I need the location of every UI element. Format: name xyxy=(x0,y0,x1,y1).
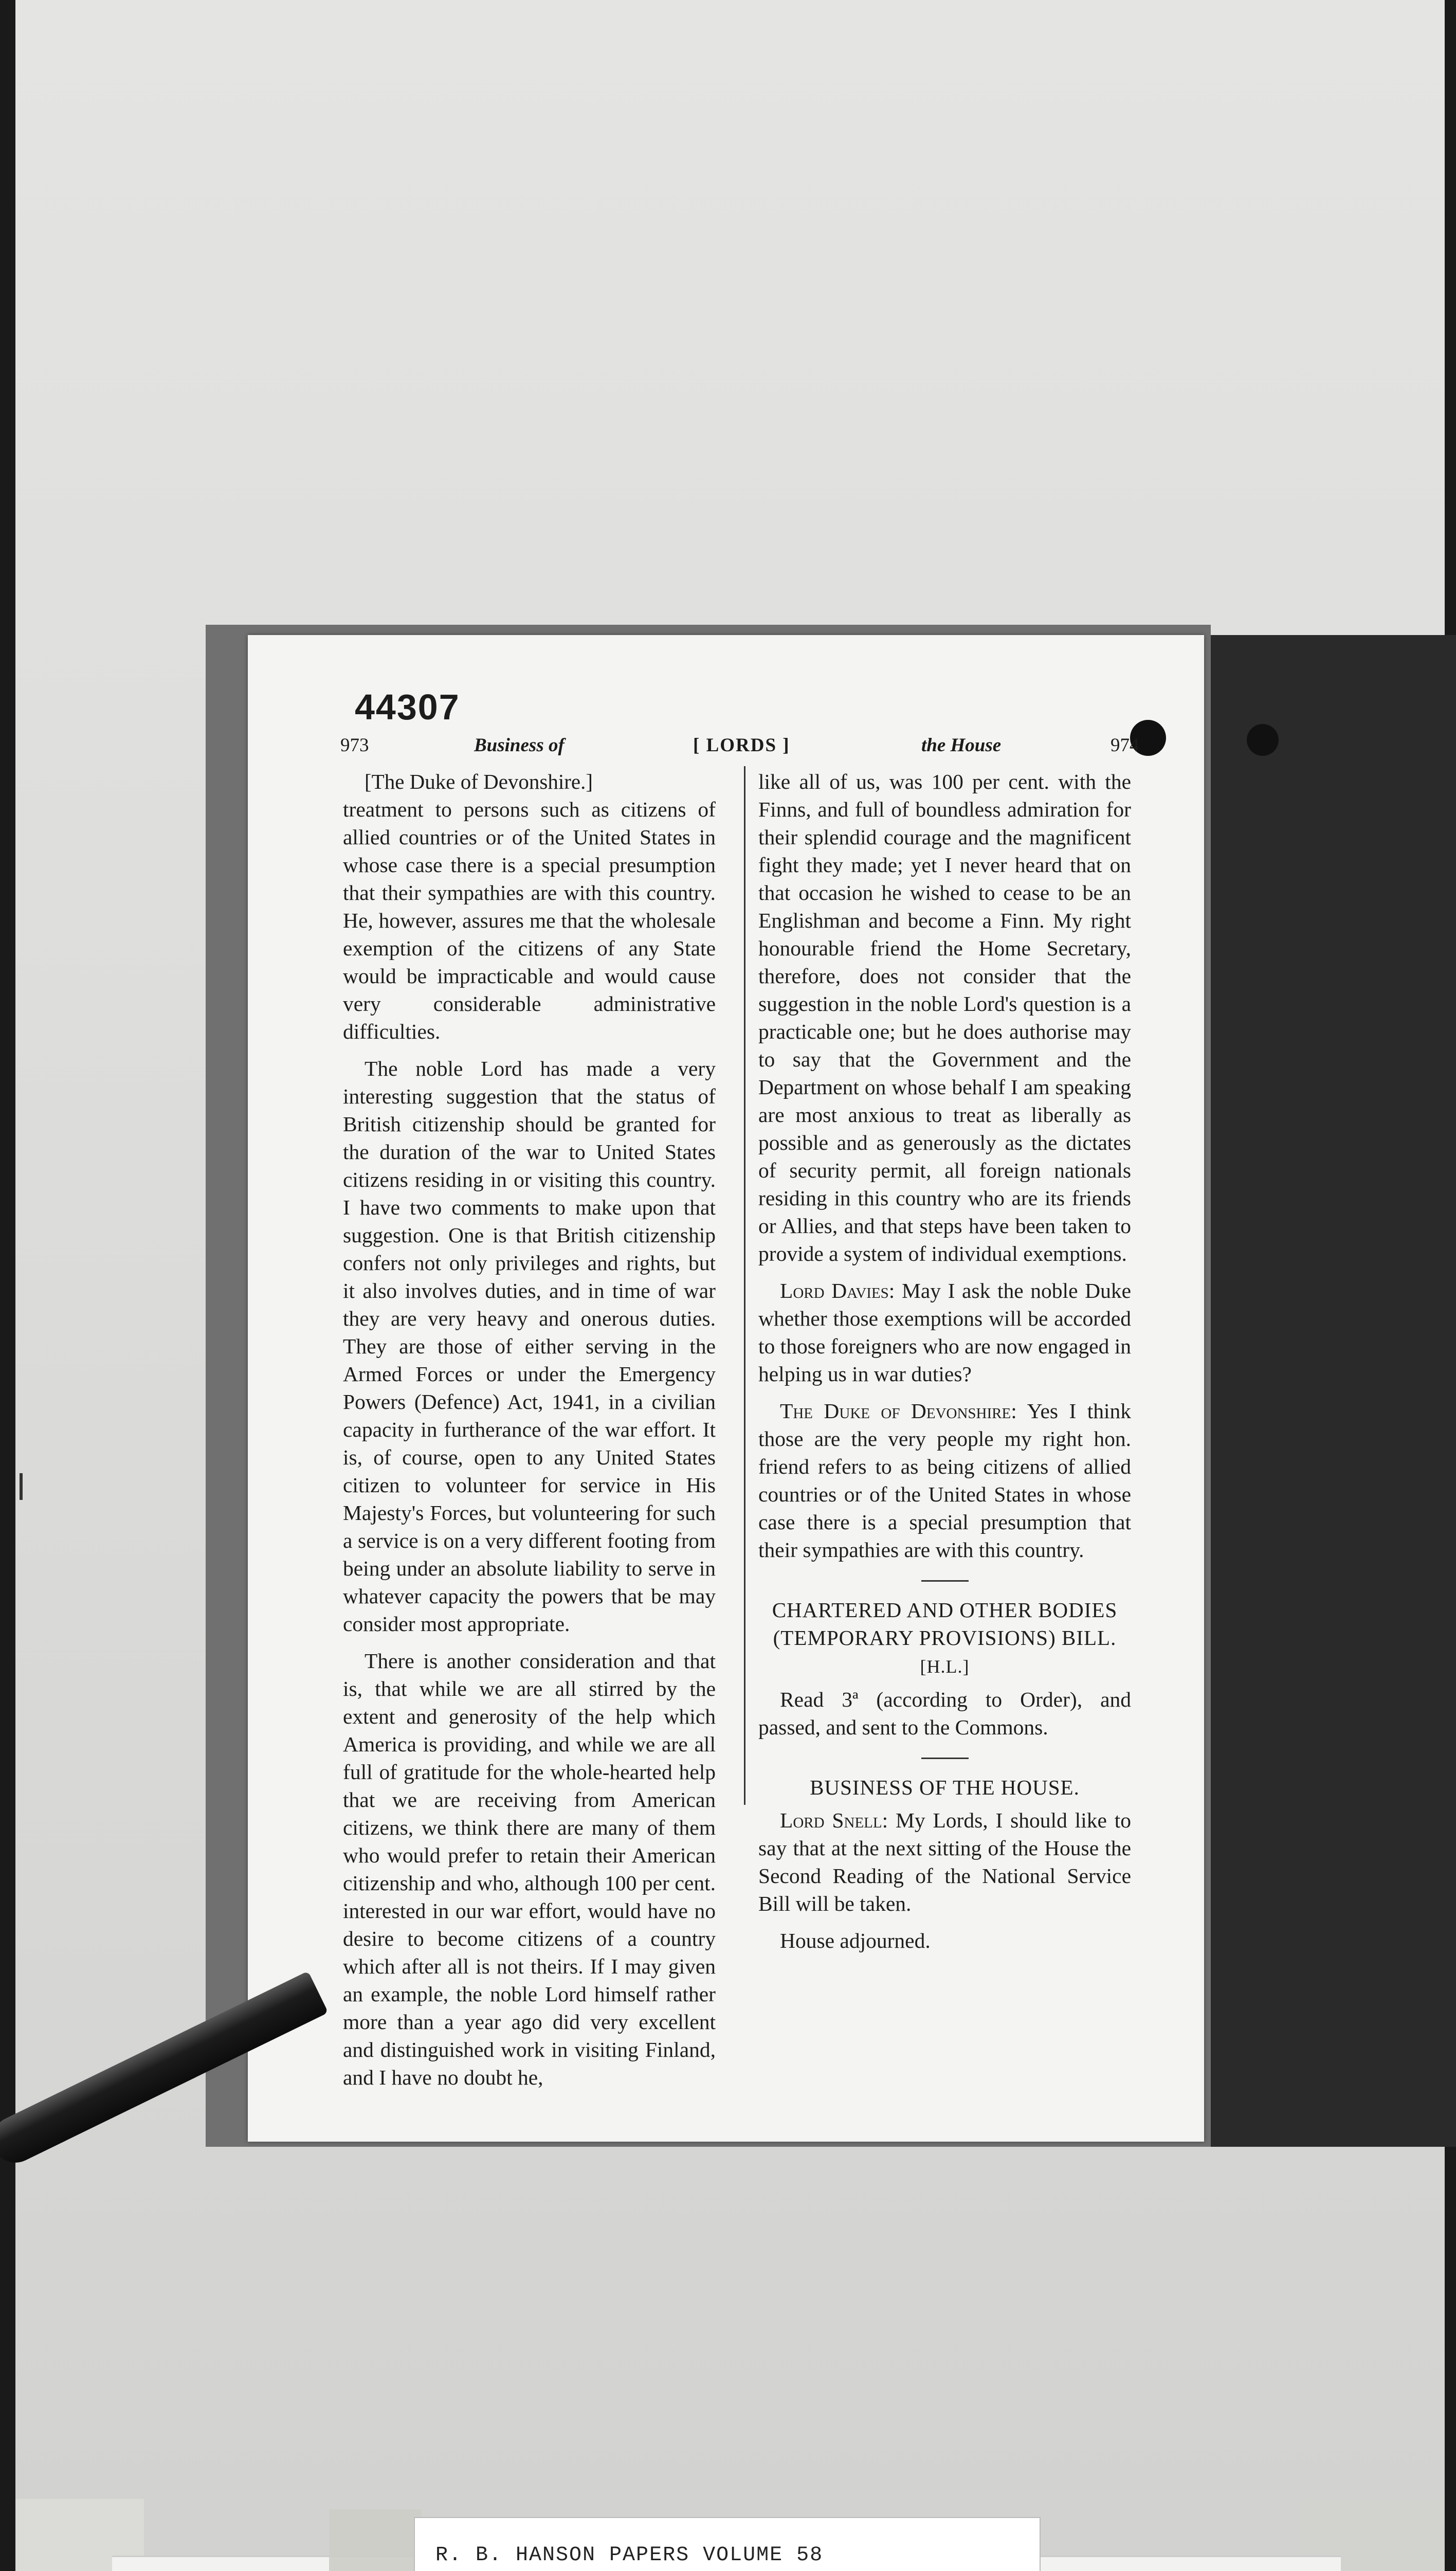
bill-tag: [H.L.] xyxy=(920,1656,970,1677)
edge-mark xyxy=(20,1473,23,1500)
paragraph: treatment to persons such as citizens of allied countries or of the United States in whose case there is a special presumption that their sympathies are with this country. He, however, assures me that the wholesale exemption of the citizens of any State would be impracticable and would cause very considerable administrative difficulties. xyxy=(343,798,716,1043)
section-separator xyxy=(921,1758,969,1759)
column-rule xyxy=(744,766,745,1805)
left-page-number: 973 xyxy=(340,735,369,756)
speech-snell xyxy=(758,1806,1131,1917)
paragraph: like all of us, was 100 per cent. with the Finns, and full of boundless admiration for their splendid courage and the magnificent fight they made; yet I never heard that on that occasion he wished to cease to be an Englishman and become a Finn. My right honourable friend the Home Secretary, therefore, does not consider that the suggestion in the noble Lord's question is a practicable one; but he does authorise may to say that the Government and the Department on whose behalf I am speaking are most anxious to treat as liberally as possible and as generously as the dictates of security permit, all foreign nationals residing in this country who are its friends or Allies, and that steps have been taken to provide a system of individual exemptions. xyxy=(758,770,1131,1265)
business-heading: BUSINESS OF THE HOUSE. xyxy=(810,1776,1080,1799)
speech-text: Yes I think those are the very people my right hon. friend refers to as being citizens of allied countries or of the United States in whose case there is a special presumption that their sympathies are with this country. xyxy=(758,1399,1131,1562)
speech-text: May I ask the noble Duke whether those exemptions will be accorded to those foreigners who are now engaged in helping us in war duties? xyxy=(758,1279,1131,1386)
background-hole xyxy=(1247,724,1279,756)
right-page-number: 974 xyxy=(1111,735,1139,756)
running-head-right: the House xyxy=(921,735,1002,756)
paragraph: There is another consideration and that is, that while we are all stirred by the extent and generosity of the help which America is providing, and while we are all full of gratitude for the whole-hearted help that we are receiving from American citizens, we think there are many of them who would prefer to retain their American citizenship and who, although 100 per cent. interested in our war effort, would have no desire to become citizens of a country which after all is not theirs. If I may given an example, the noble Lord himself rather more than a year ago did very excellent and distinguished work in visiting Finland, and I have no doubt he, xyxy=(343,1649,716,2089)
bill-heading-text: CHARTERED AND OTHER BODIES (TEMPORARY PROVISIONS) BILL. xyxy=(772,1598,1118,1650)
speech-davies xyxy=(758,1277,1131,1388)
paragraph: The noble Lord has made a very interesting suggestion that the status of British citizenship should be granted for the duration of the war to United States citizens residing in or visiting this country. I have two comments to make upon that suggestion. One is that British citizenship confers not only privileges and rights, but it also involves duties, and in time of war they are very heavy and onerous duties. They are those of either serving in the Armed Forces or under the Emergency Powers (Defence) Act, 1941, in a civilian capacity in furtherance of the war effort. It is, of course, open to any United States citizen to volunteer for service in His Majesty's Forces, but volunteering for such a service is on a very different footing from being under an absolute liability to serve in whatever capacity the powers that be may consider most appropriate. xyxy=(343,1057,716,1636)
speaker-bracket: [The Duke of Devonshire.] xyxy=(365,770,593,793)
bill-reading: Read 3ª (according to Order), and passed, and sent to the Commons. xyxy=(758,1688,1131,1739)
speaker-name: The Duke of Devonshire: xyxy=(780,1399,1017,1423)
running-head-left: Business of xyxy=(474,735,565,756)
volume-label-text: R. B. HANSON PAPERS VOLUME 58 xyxy=(435,2544,824,2567)
speech-duke xyxy=(758,1397,1131,1564)
adjourned-note: House adjourned. xyxy=(780,1929,931,1952)
volume-label-strip xyxy=(414,2517,1041,2571)
speech-text: My Lords, I should like to say that at the next sitting of the House the Second Reading of the National Service Bill will be taken. xyxy=(758,1808,1132,1915)
speaker-name: Lord Davies: xyxy=(780,1279,895,1302)
dark-background-panel xyxy=(1198,635,1456,2147)
right-column xyxy=(758,768,1132,1952)
running-head xyxy=(340,734,1150,765)
bill-heading xyxy=(758,1596,1131,1680)
folio-number: 44307 xyxy=(355,687,460,727)
tape-middle xyxy=(329,2509,422,2571)
left-column xyxy=(343,768,716,2089)
speaker-name: Lord Snell: xyxy=(780,1808,888,1832)
section-separator xyxy=(921,1580,969,1582)
running-head-center: [ LORDS ] xyxy=(693,735,790,756)
